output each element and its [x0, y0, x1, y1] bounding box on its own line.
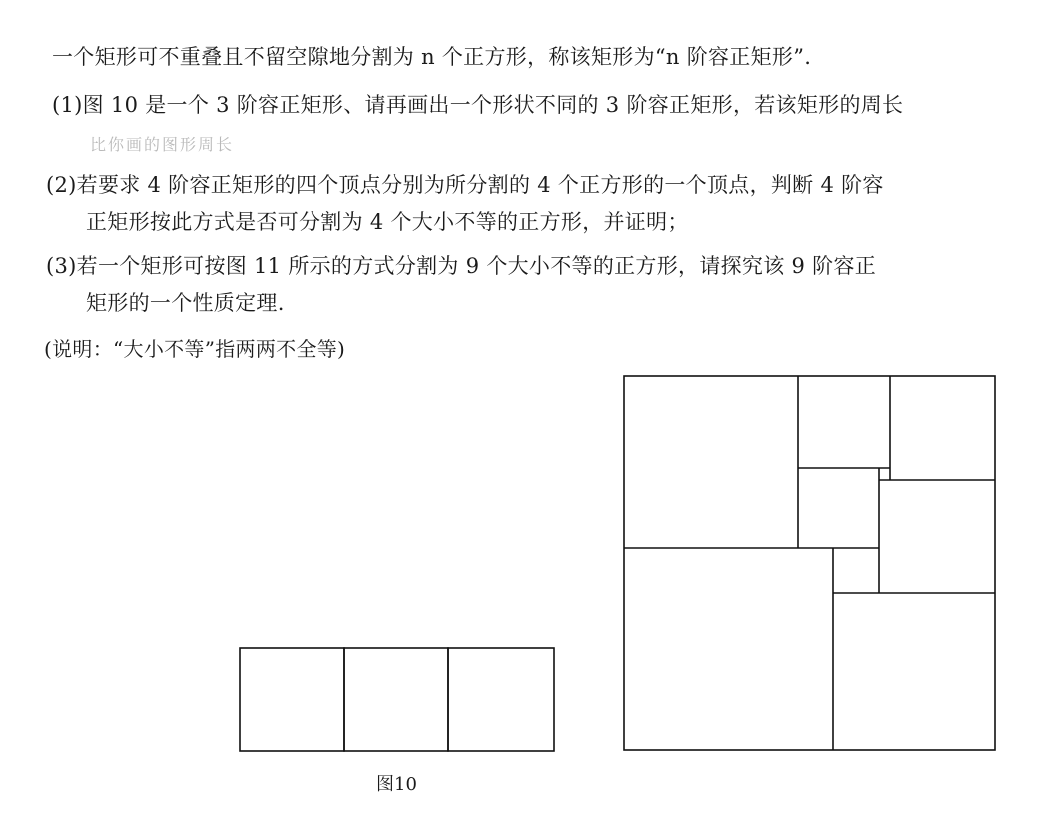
part3-line2: 矩形的一个性质定理.	[86, 291, 285, 315]
note-text: (说明：“大小不等”指两两不全等)	[44, 337, 346, 361]
figure-10	[240, 648, 554, 751]
figure-11	[624, 376, 995, 750]
part1-line2-faded: 比你画的图形周长	[90, 135, 235, 154]
fig10-square	[344, 648, 448, 751]
part2-line1: (2)若要求 4 阶容正矩形的四个顶点分别为所分割的 4 个正方形的一个顶点，判断 4 阶容	[46, 173, 884, 197]
fig10-square	[240, 648, 344, 751]
fig11-outer-rectangle	[624, 376, 995, 750]
part1-line1: (1)图 10 是一个 3 阶容正矩形、请再画出一个形状不同的 3 阶容正矩形，若该矩形的周长	[52, 93, 904, 117]
figure-10-caption: 图10	[376, 774, 417, 795]
part3-line1: (3)若一个矩形可按图 11 所示的方式分割为 9 个大小不等的正方形，请探究该 9 阶容正	[46, 254, 877, 278]
part2-line2: 正矩形按此方式是否可分割为 4 个大小不等的正方形，并证明；	[86, 210, 689, 234]
fig10-square	[448, 648, 554, 751]
intro-text: 一个矩形可不重叠且不留空隙地分割为 n 个正方形，称该矩形为“n 阶容正矩形”.	[52, 45, 812, 69]
